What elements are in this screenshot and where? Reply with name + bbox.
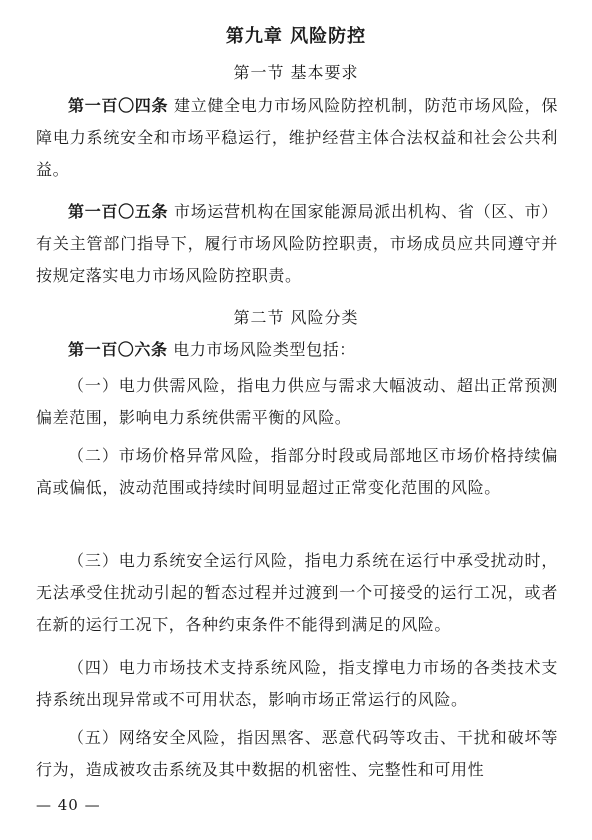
article-number: 第一百〇四条 (68, 96, 169, 115)
list-item: （四）电力市场技术支持系统风险，指支撑电力市场的各类技术支持系统出现异常或不可用状态，影响市场正常运行的风险。 (36, 658, 558, 709)
section-title-2: 第二节 风险分类 (233, 308, 359, 327)
article-106 (36, 334, 558, 366)
list-item: （一）电力供需风险，指电力供应与需求大幅波动、超出正常预测偏差范围，影响电力系统供需平衡的风险。 (36, 376, 558, 427)
list-item: （二）市场价格异常风险，指部分时段或局部地区市场价格持续偏高或偏低，波动范围或持续时间明显超过正常变化范围的风险。 (36, 446, 558, 497)
page-number: — 40 — (36, 796, 101, 814)
article-text: 市场运营机构在国家能源局派出机构、省（区、市）有关主管部门指导下，履行市场风险防控职责，市场成员应共同遵守并按规定落实电力市场风险防控职责。 (36, 202, 558, 285)
section-title-1: 第一节 基本要求 (233, 63, 359, 82)
list-item: （三）电力系统安全运行风险，指电力系统在运行中承受扰动时，无法承受住扰动引起的暂态过程并过渡到一个可接受的运行工况，或者在新的运行工况下，各种约束条件不能得到满足的风险。 (36, 551, 558, 634)
article-text: 建立健全电力市场风险防控机制，防范市场风险，保障电力系统安全和市场平稳运行，维护经营主体合法权益和社会公共利益。 (36, 96, 558, 179)
article-105 (36, 196, 558, 292)
article-text: 电力市场风险类型包括： (167, 340, 356, 359)
list-item: （五）网络安全风险，指因黑客、恶意代码等攻击、干扰和破坏等行为，造成被攻击系统及其中数据的机密性、完整性和可用性 (36, 728, 558, 779)
article-number: 第一百〇六条 (68, 340, 168, 359)
chapter-title: 第九章 风险防控 (225, 26, 367, 47)
article-number: 第一百〇五条 (68, 202, 169, 221)
article-104 (36, 90, 558, 186)
